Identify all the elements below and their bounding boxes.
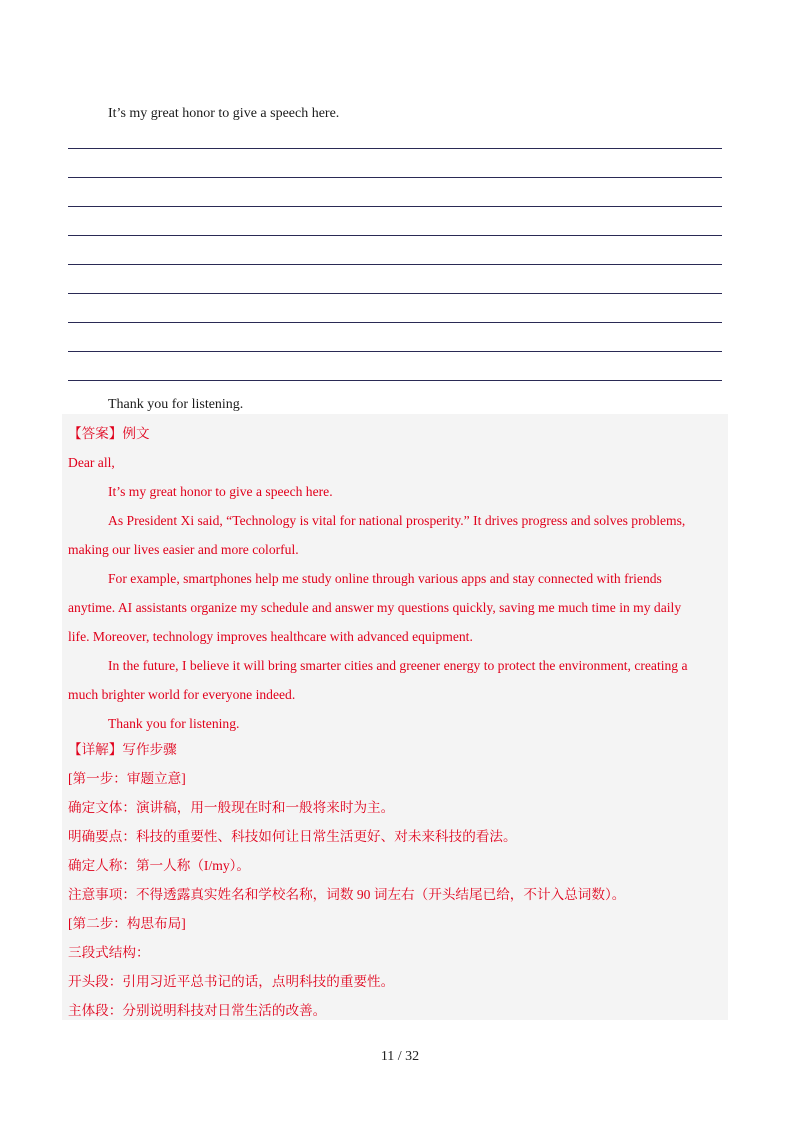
- speech-closing: Thank you for listening.: [108, 397, 244, 412]
- explanation-line: [第一步：审题立意]: [68, 771, 186, 786]
- explanation-line: 主体段：分别说明科技对日常生活的改善。: [68, 1003, 327, 1018]
- ruled-line: [68, 380, 722, 381]
- answer-line: In the future, I believe it will bring smarter cities and greener energy to protect the environment, creating a: [108, 658, 688, 673]
- explanation-line: 确定文体：演讲稿，用一般现在时和一般将来时为主。: [68, 800, 395, 815]
- answer-line: much brighter world for everyone indeed.: [68, 687, 296, 702]
- explanation-line: 明确要点：科技的重要性、科技如何让日常生活更好、对未来科技的看法。: [68, 829, 517, 844]
- answer-line: making our lives easier and more colorful.: [68, 542, 299, 557]
- explanation-line: 三段式结构：: [68, 945, 150, 960]
- ruled-line: [68, 148, 722, 149]
- ruled-line: [68, 235, 722, 236]
- explanation-line: [第二步：构思布局]: [68, 916, 186, 931]
- explanation-line: 注意事项：不得透露真实姓名和学校名称，词数 90 词左右（开头结尾已给，不计入总词数）。: [68, 887, 626, 902]
- answer-line: Thank you for listening.: [108, 716, 240, 731]
- ruled-line: [68, 351, 722, 352]
- explanation-heading: 【详解】写作步骤: [68, 742, 177, 757]
- answer-line: anytime. AI assistants organize my schedule and answer my questions quickly, saving me much time in my daily: [68, 600, 682, 615]
- ruled-line: [68, 322, 722, 323]
- page-number: 11 / 32: [380, 1049, 420, 1064]
- explanation-line: 确定人称：第一人称（I/my）。: [68, 858, 250, 873]
- ruled-line: [68, 293, 722, 294]
- explanation-line: 开头段：引用习近平总书记的话，点明科技的重要性。: [68, 974, 395, 989]
- ruled-line: [68, 206, 722, 207]
- answer-heading: 【答案】例文: [68, 426, 150, 441]
- answer-line: For example, smartphones help me study online through various apps and stay connected with friends: [108, 571, 662, 586]
- answer-line: As President Xi said, “Technology is vital for national prosperity.” It drives progress and solves problems,: [108, 513, 686, 528]
- answer-line: It’s my great honor to give a speech here.: [108, 484, 333, 499]
- ruled-line: [68, 264, 722, 265]
- answer-line: life. Moreover, technology improves healthcare with advanced equipment.: [68, 629, 473, 644]
- ruled-line: [68, 177, 722, 178]
- answer-greeting: Dear all,: [68, 455, 115, 470]
- speech-opening: It’s my great honor to give a speech here.: [108, 106, 340, 121]
